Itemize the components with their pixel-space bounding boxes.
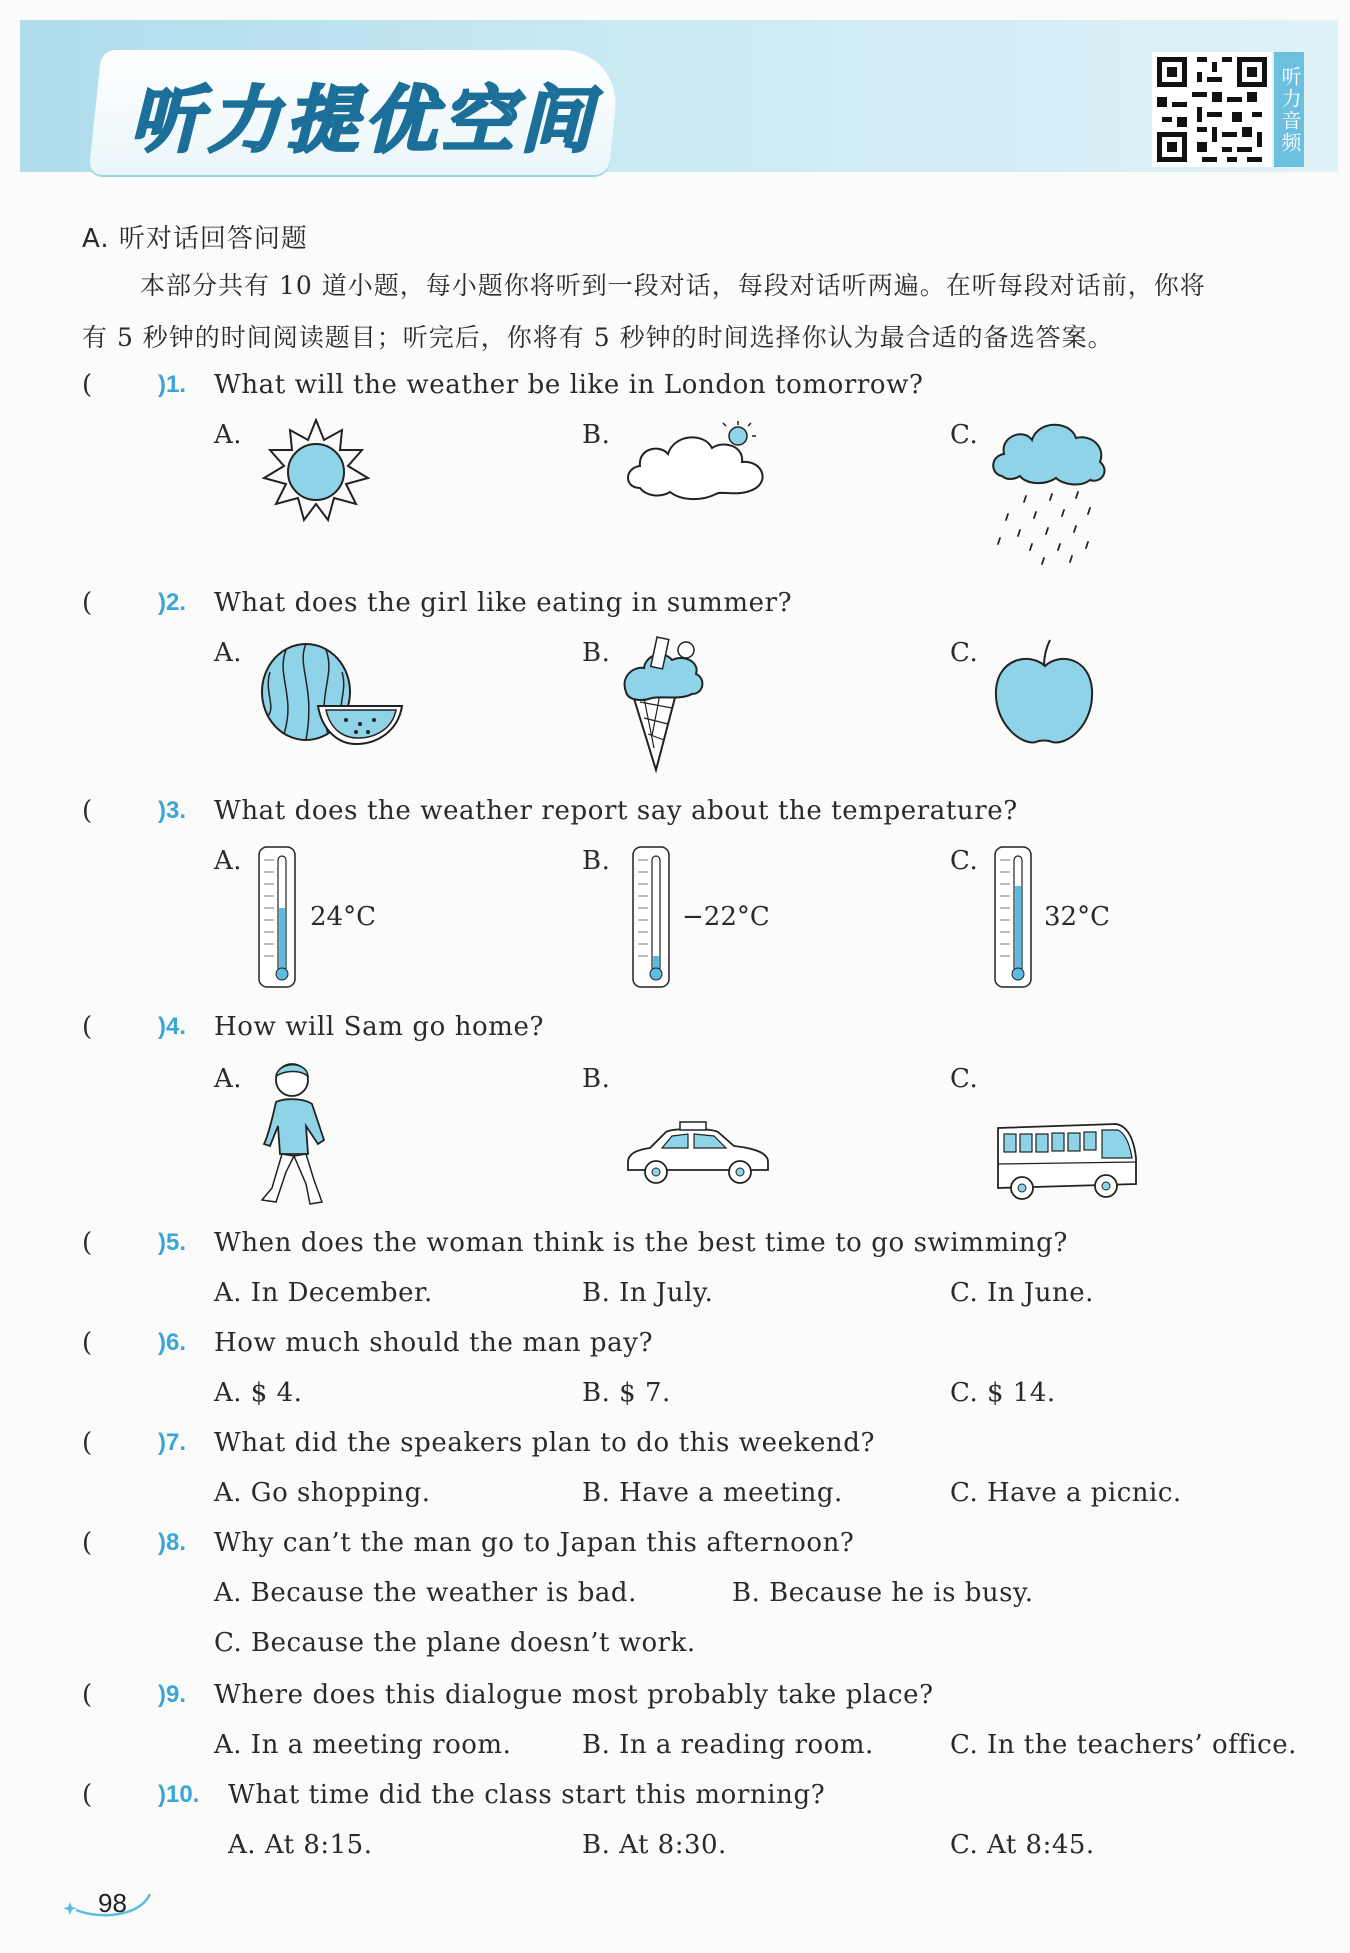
option-a[interactable]: A. Because the weather is bad. — [214, 1578, 637, 1608]
answer-paren[interactable]: ( — [82, 1228, 93, 1258]
option-label[interactable]: B. — [582, 420, 611, 450]
watermelon-icon — [256, 636, 406, 748]
rain-icon — [990, 418, 1110, 566]
thermometer-icon — [258, 846, 296, 988]
option-label[interactable]: B. — [582, 846, 611, 876]
qr-code-icon[interactable] — [1152, 52, 1272, 167]
option-c[interactable]: C. In the teachers’ office. — [950, 1730, 1297, 1760]
question-text: What will the weather be like in London tomorrow? — [214, 370, 924, 400]
question-text: Why can’t the man go to Japan this afternoon? — [214, 1528, 855, 1558]
banner-title: 听力提优空间 — [130, 78, 599, 162]
question-text: What did the speakers plan to do this weekend? — [214, 1428, 876, 1458]
question-number: )8. — [158, 1529, 187, 1556]
question-text: How much should the man pay? — [214, 1328, 654, 1358]
option-a[interactable]: A. At 8:15. — [228, 1830, 373, 1860]
option-b[interactable]: B. Have a meeting. — [582, 1478, 843, 1508]
intro-line-1: 本部分共有 10 道小题，每小题你将听到一段对话，每段对话听两遍。在听每段对话前，你将 — [140, 271, 1206, 300]
cloudy-icon — [620, 418, 775, 503]
option-b[interactable]: B. At 8:30. — [582, 1830, 727, 1860]
question-number: )9. — [158, 1681, 187, 1708]
question-text: What time did the class start this morning? — [228, 1780, 826, 1810]
temperature-value: 32°C — [1044, 902, 1110, 932]
page-number: 98 — [98, 1888, 127, 1918]
answer-paren[interactable]: ( — [82, 1780, 93, 1810]
option-c[interactable]: C. $ 14. — [950, 1378, 1056, 1408]
question-number: )3. — [158, 797, 187, 824]
answer-paren[interactable]: ( — [82, 796, 93, 826]
option-label[interactable]: A. — [214, 1064, 243, 1094]
option-label[interactable]: A. — [214, 420, 243, 450]
option-label[interactable]: C. — [950, 638, 979, 668]
option-c[interactable]: C. Have a picnic. — [950, 1478, 1182, 1508]
answer-paren[interactable]: ( — [82, 588, 93, 618]
taxi-icon — [622, 1118, 772, 1190]
sun-icon — [256, 418, 376, 523]
question-text: When does the woman think is the best time to go swimming? — [214, 1228, 1068, 1258]
option-label[interactable]: C. — [950, 1064, 979, 1094]
temperature-value: −22°C — [682, 902, 770, 932]
question-number: )6. — [158, 1329, 187, 1356]
question-text: Where does this dialogue most probably take place? — [214, 1680, 934, 1710]
option-a[interactable]: A. In a meeting room. — [214, 1730, 512, 1760]
apple-icon — [990, 638, 1100, 748]
option-label[interactable]: A. — [214, 638, 243, 668]
option-c[interactable]: C. In June. — [950, 1278, 1094, 1308]
option-label[interactable]: C. — [950, 846, 979, 876]
answer-paren[interactable]: ( — [82, 1428, 93, 1458]
question-text: What does the girl like eating in summer? — [214, 588, 793, 618]
option-b[interactable]: B. Because he is busy. — [732, 1578, 1034, 1608]
question-number: )5. — [158, 1229, 187, 1256]
ice-cream-icon — [620, 636, 710, 774]
answer-paren[interactable]: ( — [82, 370, 93, 400]
question-number: )4. — [158, 1013, 187, 1040]
option-label[interactable]: A. — [214, 846, 243, 876]
question-number: )10. — [158, 1781, 200, 1808]
option-b[interactable]: B. In July. — [582, 1278, 714, 1308]
answer-paren[interactable]: ( — [82, 1680, 93, 1710]
answer-paren[interactable]: ( — [82, 1328, 93, 1358]
thermometer-icon — [632, 846, 670, 988]
question-text: How will Sam go home? — [214, 1012, 545, 1042]
option-a[interactable]: A. In December. — [214, 1278, 433, 1308]
section-title: A. 听对话回答问题 — [82, 224, 308, 254]
question-number: )7. — [158, 1429, 187, 1456]
option-label[interactable]: B. — [582, 638, 611, 668]
option-label[interactable]: B. — [582, 1064, 611, 1094]
option-b[interactable]: B. $ 7. — [582, 1378, 671, 1408]
option-c[interactable]: C. Because the plane doesn’t work. — [214, 1628, 696, 1658]
thermometer-icon — [994, 846, 1032, 988]
temperature-value: 24°C — [310, 902, 376, 932]
answer-paren[interactable]: ( — [82, 1528, 93, 1558]
bus-icon — [994, 1118, 1140, 1208]
question-number: )1. — [158, 371, 187, 398]
option-label[interactable]: C. — [950, 420, 979, 450]
question-text: What does the weather report say about the temperature? — [214, 796, 1018, 826]
option-c[interactable]: C. At 8:45. — [950, 1830, 1095, 1860]
option-a[interactable]: A. Go shopping. — [214, 1478, 431, 1508]
option-a[interactable]: A. $ 4. — [214, 1378, 303, 1408]
audio-label: 听力音频 — [1274, 52, 1304, 167]
option-b[interactable]: B. In a reading room. — [582, 1730, 874, 1760]
question-number: )2. — [158, 589, 187, 616]
answer-paren[interactable]: ( — [82, 1012, 93, 1042]
intro-line-2: 有 5 秒钟的时间阅读题目；听完后，你将有 5 秒钟的时间选择你认为最合适的备选答案。 — [82, 323, 1114, 352]
walking-boy-icon — [254, 1060, 334, 1210]
